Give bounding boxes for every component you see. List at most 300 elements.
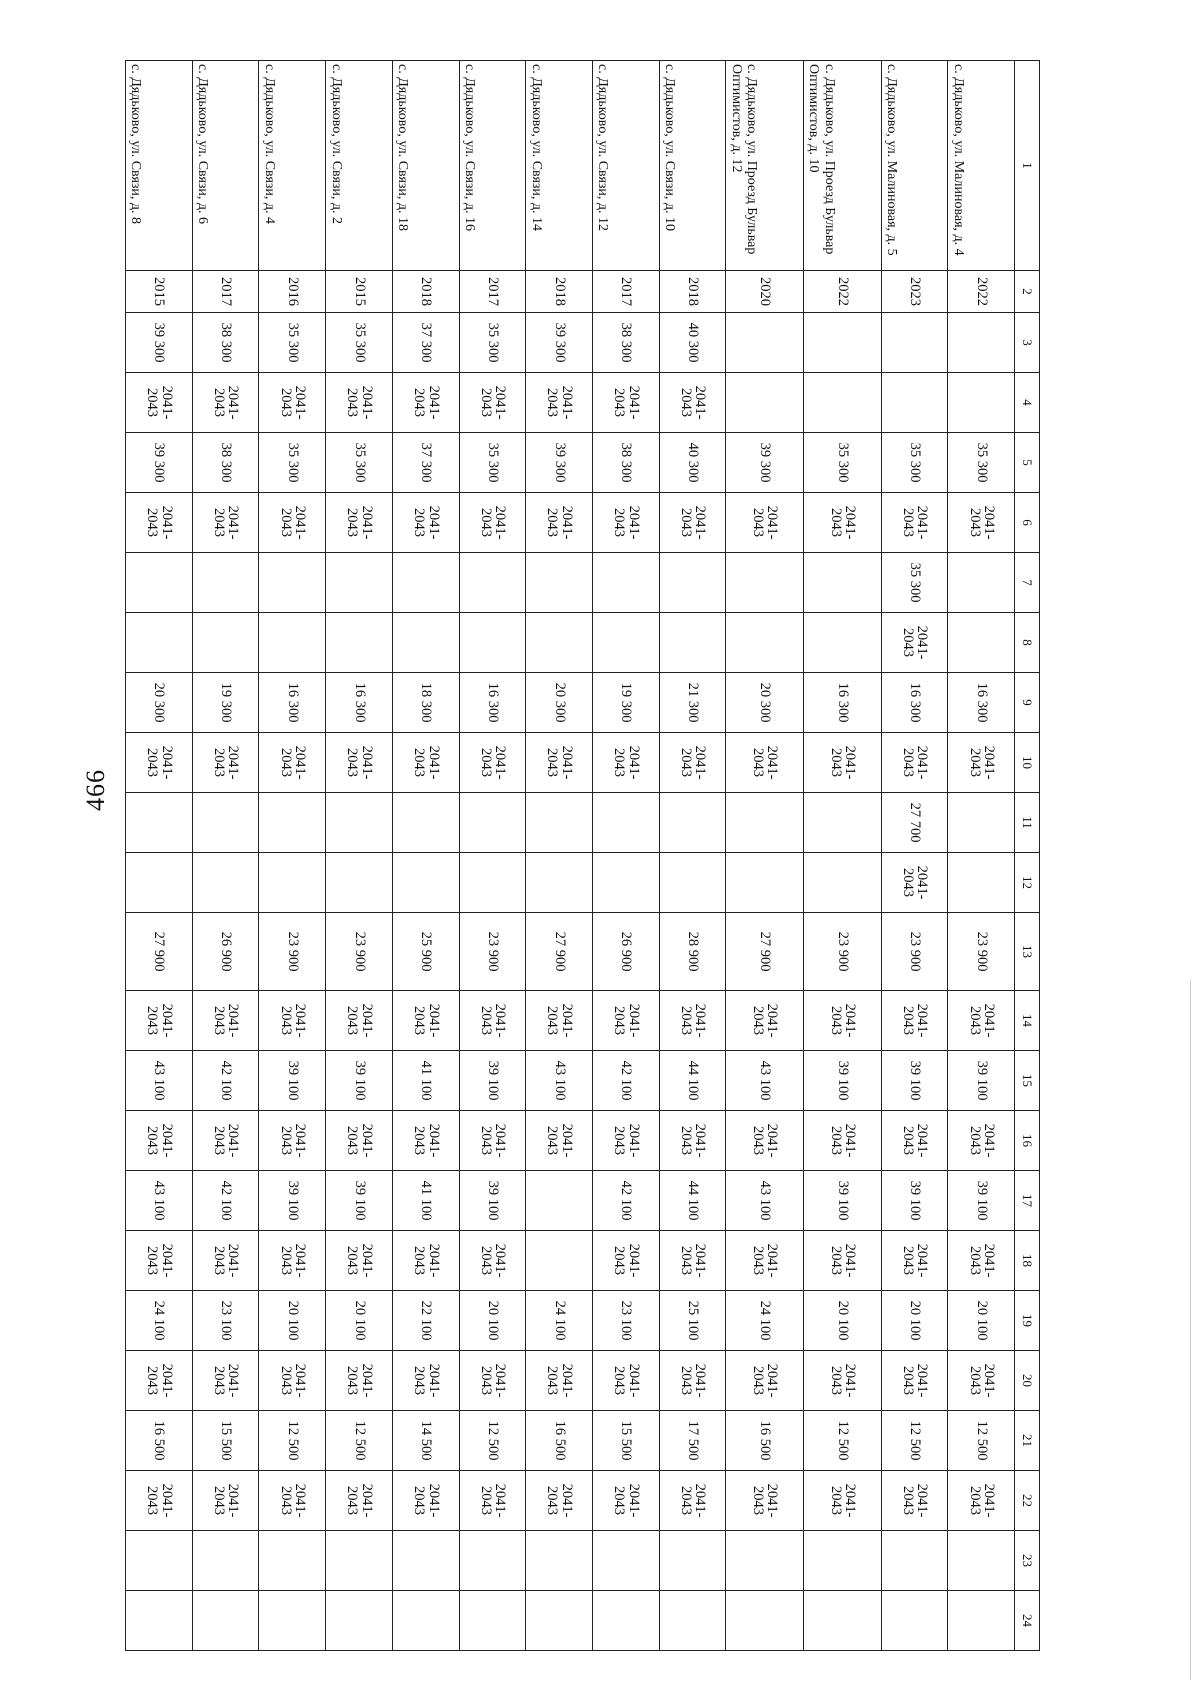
table-cell	[948, 793, 1015, 853]
table-cell: 35 300	[459, 433, 526, 493]
table-cell	[126, 1351, 193, 1411]
table-cell	[803, 1471, 881, 1531]
table-cell: 38 300	[592, 433, 659, 493]
table-cell: 38 300	[192, 313, 259, 373]
data-table	[125, 60, 1040, 1651]
table-cell	[592, 1351, 659, 1411]
year-cell: 2022	[803, 271, 881, 313]
column-header: 12	[1015, 853, 1040, 913]
column-header: 13	[1015, 913, 1040, 991]
address-cell: с. Дядьково, ул. Малиновая, д. 5	[881, 61, 948, 271]
table-cell: 23 900	[803, 913, 881, 991]
table-cell	[459, 1471, 526, 1531]
table-cell	[259, 1591, 326, 1651]
year-range-text: 2041- 2043	[611, 1483, 642, 1518]
table-cell: 35 300	[326, 313, 393, 373]
address-cell: с. Дядьково, ул. Связи, д. 18	[392, 61, 459, 271]
table-cell: 39 100	[459, 1051, 526, 1111]
year-range-text: 2041- 2043	[827, 1123, 859, 1158]
column-header: 19	[1015, 1291, 1040, 1351]
table-cell: 42 100	[592, 1051, 659, 1111]
year-range-text: 2041- 2043	[899, 1003, 931, 1038]
table-cell: 25 100	[659, 1291, 726, 1351]
table-cell: 16 300	[803, 673, 881, 733]
table-cell	[392, 991, 459, 1051]
table-cell: 28 900	[659, 913, 726, 991]
year-range-text: 2041- 2043	[677, 1123, 709, 1158]
table-cell: 35 300	[259, 433, 326, 493]
year-range-text: 2041- 2043	[210, 1243, 242, 1278]
table-cell: 26 900	[592, 913, 659, 991]
address-cell: с. Дядьково, ул. Связи, д. 6	[192, 61, 259, 271]
table-cell	[659, 793, 726, 853]
column-header: 7	[1015, 553, 1040, 613]
table-cell	[259, 1111, 326, 1171]
table-cell: 15 500	[192, 1411, 259, 1471]
year-range-text: 2041- 2043	[677, 1003, 709, 1038]
year-range-text: 2041- 2043	[544, 1003, 575, 1038]
table-cell: 24 100	[526, 1291, 593, 1351]
table-cell	[948, 373, 1015, 433]
address-cell: с. Дядьково, ул. Связи, д. 12	[592, 61, 659, 271]
table-cell: 17 500	[659, 1411, 726, 1471]
table-cell: 20 100	[459, 1291, 526, 1351]
table-cell	[803, 1111, 881, 1171]
table-cell	[259, 373, 326, 433]
year-range-text: 2041- 2043	[677, 385, 709, 420]
table-cell: 42 100	[192, 1171, 259, 1231]
table-cell	[392, 493, 459, 553]
table-cell	[726, 853, 804, 913]
column-header: 1	[1015, 61, 1040, 271]
table-cell	[803, 1231, 881, 1291]
table-cell: 39 300	[526, 313, 593, 373]
year-range-text: 2041- 2043	[966, 1363, 998, 1398]
year-range-text: 2041- 2043	[210, 505, 242, 540]
table-cell	[192, 1351, 259, 1411]
table-cell	[592, 1231, 659, 1291]
year-range-text: 2041- 2043	[411, 385, 442, 420]
table-cell	[592, 853, 659, 913]
table-cell: 43 100	[726, 1051, 804, 1111]
table-cell	[526, 793, 593, 853]
table-cell: 12 500	[948, 1411, 1015, 1471]
table-cell	[126, 1471, 193, 1531]
year-range-text: 2041- 2043	[277, 1363, 309, 1398]
table-cell	[726, 991, 804, 1051]
column-header: 17	[1015, 1171, 1040, 1231]
table-cell	[803, 1531, 881, 1591]
table-cell: 38 300	[592, 313, 659, 373]
table-cell	[803, 991, 881, 1051]
table-cell: 16 500	[526, 1411, 593, 1471]
table-cell	[326, 1111, 393, 1171]
table-cell: 16 300	[459, 673, 526, 733]
year-range-text: 2041- 2043	[544, 1363, 575, 1398]
column-header: 11	[1015, 793, 1040, 853]
table-cell: 39 100	[881, 1171, 948, 1231]
table-cell	[592, 793, 659, 853]
year-range-text: 2041- 2043	[827, 745, 859, 780]
table-cell	[881, 1531, 948, 1591]
table-cell: 39 100	[803, 1051, 881, 1111]
table-cell: 16 500	[126, 1411, 193, 1471]
table-cell: 40 300	[659, 433, 726, 493]
year-range-text: 2041- 2043	[899, 1243, 931, 1278]
column-header: 24	[1015, 1591, 1040, 1651]
year-range-text: 2041- 2043	[144, 385, 175, 420]
table-cell	[948, 853, 1015, 913]
table-cell	[459, 1531, 526, 1591]
year-range-text: 2041- 2043	[899, 865, 931, 900]
year-range-text: 2041- 2043	[749, 1483, 781, 1518]
table-cell: 35 300	[881, 433, 948, 493]
scan-edge-line	[1190, 980, 1191, 1680]
table-row	[803, 61, 881, 1651]
table-cell: 39 100	[803, 1171, 881, 1231]
year-range-text: 2041- 2043	[477, 1123, 509, 1158]
table-row	[726, 61, 804, 1651]
table-cell	[592, 1591, 659, 1651]
year-range-text: 2041- 2043	[277, 745, 309, 780]
table-cell	[526, 493, 593, 553]
table-cell: 35 300	[459, 313, 526, 373]
table-cell: 44 100	[659, 1051, 726, 1111]
table-cell	[392, 853, 459, 913]
year-range-text: 2041- 2043	[827, 505, 859, 540]
table-cell	[326, 373, 393, 433]
table-cell: 12 500	[881, 1411, 948, 1471]
year-range-text: 2041- 2043	[144, 505, 175, 540]
address-cell: с. Дядьково, ул. Связи, д. 16	[459, 61, 526, 271]
table-cell	[126, 733, 193, 793]
year-range-text: 2041- 2043	[411, 1483, 442, 1518]
year-range-text: 2041- 2043	[966, 1123, 998, 1158]
year-range-text: 2041- 2043	[210, 1483, 242, 1518]
table-cell	[526, 733, 593, 793]
table-cell	[459, 853, 526, 913]
table-cell	[592, 613, 659, 673]
table-cell	[126, 373, 193, 433]
table-cell: 39 100	[326, 1171, 393, 1231]
table-cell	[881, 1591, 948, 1651]
year-range-text: 2041- 2043	[210, 1363, 242, 1398]
year-range-text: 2041- 2043	[144, 745, 175, 780]
column-header: 14	[1015, 991, 1040, 1051]
year-cell: 2022	[948, 271, 1015, 313]
year-range-text: 2041- 2043	[144, 1363, 175, 1398]
table-cell	[326, 1351, 393, 1411]
table-cell: 39 100	[948, 1171, 1015, 1231]
table-cell	[259, 553, 326, 613]
year-range-text: 2041- 2043	[677, 1243, 709, 1278]
table-cell	[881, 991, 948, 1051]
year-range-text: 2041- 2043	[749, 1123, 781, 1158]
table-cell	[526, 991, 593, 1051]
address-cell: с. Дядьково, ул. Проезд Бульвар Оптимистов, д. 12	[726, 61, 804, 271]
table-cell: 20 100	[948, 1291, 1015, 1351]
table-cell	[659, 373, 726, 433]
table-cell	[126, 853, 193, 913]
table-cell	[881, 733, 948, 793]
year-range-text: 2041- 2043	[966, 505, 998, 540]
table-cell	[881, 373, 948, 433]
table-row	[592, 61, 659, 1651]
table-cell: 19 300	[192, 673, 259, 733]
table-cell	[726, 733, 804, 793]
year-range-text: 2041- 2043	[749, 745, 781, 780]
table-cell	[726, 1231, 804, 1291]
table-row	[526, 61, 593, 1651]
table-row	[392, 61, 459, 1651]
table-cell	[726, 1591, 804, 1651]
table-cell: 23 900	[948, 913, 1015, 991]
table-cell	[659, 991, 726, 1051]
year-range-text: 2041- 2043	[411, 1363, 442, 1398]
address-cell: с. Дядьково, ул. Связи, д. 2	[326, 61, 393, 271]
table-cell	[803, 493, 881, 553]
year-cell: 2018	[659, 271, 726, 313]
year-range-text: 2041- 2043	[544, 745, 575, 780]
year-cell: 2020	[726, 271, 804, 313]
table-cell: 20 100	[881, 1291, 948, 1351]
table-cell	[192, 1231, 259, 1291]
table-cell	[659, 613, 726, 673]
year-range-text: 2041- 2043	[210, 745, 242, 780]
table-cell: 23 900	[881, 913, 948, 991]
year-range-text: 2041- 2043	[677, 1363, 709, 1398]
table-cell	[592, 553, 659, 613]
table-cell	[126, 991, 193, 1051]
table-cell	[392, 1351, 459, 1411]
year-range-text: 2041- 2043	[677, 1483, 709, 1518]
table-cell	[526, 853, 593, 913]
table-cell: 37 300	[392, 433, 459, 493]
table-cell: 20 100	[326, 1291, 393, 1351]
table-cell: 23 900	[459, 913, 526, 991]
table-cell	[259, 991, 326, 1051]
table-cell	[948, 1351, 1015, 1411]
table-cell	[948, 733, 1015, 793]
table-cell	[459, 493, 526, 553]
year-range-text: 2041- 2043	[899, 1363, 931, 1398]
year-range-text: 2041- 2043	[344, 1243, 375, 1278]
table-cell	[881, 613, 948, 673]
address-cell: с. Дядьково, ул. Связи, д. 10	[659, 61, 726, 271]
year-range-text: 2041- 2043	[477, 1363, 509, 1398]
column-header: 9	[1015, 673, 1040, 733]
table-cell	[803, 793, 881, 853]
table-cell	[326, 1591, 393, 1651]
table-cell	[126, 1591, 193, 1651]
table-cell	[948, 1471, 1015, 1531]
table-cell	[526, 553, 593, 613]
rotated-table-container	[125, 60, 1040, 1627]
year-range-text: 2041- 2043	[611, 1003, 642, 1038]
table-cell	[459, 613, 526, 673]
table-cell: 35 300	[881, 553, 948, 613]
table-cell	[126, 1231, 193, 1291]
year-range-text: 2041- 2043	[966, 1003, 998, 1038]
table-cell	[392, 1531, 459, 1591]
year-range-text: 2041- 2043	[899, 505, 931, 540]
year-range-text: 2041- 2043	[477, 1243, 509, 1278]
year-range-text: 2041- 2043	[611, 505, 642, 540]
year-range-text: 2041- 2043	[477, 505, 509, 540]
table-cell: 26 900	[192, 913, 259, 991]
year-cell: 2018	[392, 271, 459, 313]
table-cell	[881, 1471, 948, 1531]
table-cell	[592, 1471, 659, 1531]
table-cell: 40 300	[659, 313, 726, 373]
table-cell	[803, 553, 881, 613]
table-cell	[326, 1531, 393, 1591]
year-cell: 2016	[259, 271, 326, 313]
table-cell	[726, 373, 804, 433]
table-cell: 35 300	[326, 433, 393, 493]
table-cell	[192, 613, 259, 673]
table-cell	[326, 553, 393, 613]
table-cell	[659, 1531, 726, 1591]
year-range-text: 2041- 2043	[411, 1243, 442, 1278]
column-header: 23	[1015, 1531, 1040, 1591]
year-range-text: 2041- 2043	[344, 1363, 375, 1398]
table-cell	[459, 373, 526, 433]
table-cell: 39 100	[326, 1051, 393, 1111]
table-row	[659, 61, 726, 1651]
table-cell	[526, 1351, 593, 1411]
table-cell: 42 100	[592, 1171, 659, 1231]
table-cell	[659, 493, 726, 553]
year-range-text: 2041- 2043	[210, 1123, 242, 1158]
table-cell: 43 100	[726, 1171, 804, 1231]
table-row	[259, 61, 326, 1651]
year-range-text: 2041- 2043	[144, 1243, 175, 1278]
year-range-text: 2041- 2043	[411, 505, 442, 540]
table-cell	[459, 1351, 526, 1411]
table-cell	[726, 493, 804, 553]
table-cell	[326, 1471, 393, 1531]
table-cell: 39 100	[459, 1171, 526, 1231]
table-cell: 44 100	[659, 1171, 726, 1231]
year-range-text: 2041- 2043	[899, 1123, 931, 1158]
year-range-text: 2041- 2043	[749, 505, 781, 540]
table-cell	[659, 1471, 726, 1531]
table-cell	[126, 613, 193, 673]
table-cell	[259, 1531, 326, 1591]
table-cell	[192, 1591, 259, 1651]
table-cell	[526, 1591, 593, 1651]
table-cell	[659, 1111, 726, 1171]
table-cell	[259, 493, 326, 553]
year-range-text: 2041- 2043	[344, 1123, 375, 1158]
table-row	[326, 61, 393, 1651]
year-cell: 2023	[881, 271, 948, 313]
year-range-text: 2041- 2043	[144, 1123, 175, 1158]
table-cell: 16 300	[881, 673, 948, 733]
year-range-text: 2041- 2043	[611, 1123, 642, 1158]
table-cell: 12 500	[459, 1411, 526, 1471]
table-cell: 39 100	[881, 1051, 948, 1111]
year-range-text: 2041- 2043	[477, 1003, 509, 1038]
table-cell: 21 300	[659, 673, 726, 733]
table-cell: 23 900	[326, 913, 393, 991]
table-cell	[948, 991, 1015, 1051]
year-range-text: 2041- 2043	[277, 1243, 309, 1278]
table-cell: 37 300	[392, 313, 459, 373]
table-cell	[192, 991, 259, 1051]
table-cell	[126, 553, 193, 613]
year-range-text: 2041- 2043	[611, 745, 642, 780]
table-cell: 27 900	[726, 913, 804, 991]
table-cell: 39 300	[126, 313, 193, 373]
column-header: 6	[1015, 493, 1040, 553]
table-cell: 38 300	[192, 433, 259, 493]
table-cell: 16 300	[326, 673, 393, 733]
table-cell	[881, 313, 948, 373]
year-range-text: 2041- 2043	[749, 1243, 781, 1278]
table-cell	[526, 1531, 593, 1591]
table-cell	[259, 1231, 326, 1291]
year-range-text: 2041- 2043	[210, 1003, 242, 1038]
table-cell	[803, 853, 881, 913]
table-cell	[126, 1531, 193, 1591]
table-cell	[459, 733, 526, 793]
table-cell: 12 500	[326, 1411, 393, 1471]
table-cell	[192, 1111, 259, 1171]
table-cell: 39 100	[259, 1171, 326, 1231]
table-cell: 43 100	[526, 1051, 593, 1111]
table-cell	[803, 373, 881, 433]
table-cell	[326, 991, 393, 1051]
year-range-text: 2041- 2043	[677, 745, 709, 780]
year-range-text: 2041- 2043	[677, 505, 709, 540]
year-range-text: 2041- 2043	[344, 745, 375, 780]
table-cell	[803, 1351, 881, 1411]
table-cell	[192, 853, 259, 913]
table-cell	[192, 493, 259, 553]
year-range-text: 2041- 2043	[749, 1003, 781, 1038]
table-cell	[803, 733, 881, 793]
table-cell: 23 100	[192, 1291, 259, 1351]
year-range-text: 2041- 2043	[544, 1123, 575, 1158]
table-cell: 20 300	[726, 673, 804, 733]
table-cell	[948, 1231, 1015, 1291]
year-range-text: 2041- 2043	[827, 1243, 859, 1278]
table-cell: 27 900	[126, 913, 193, 991]
table-cell	[192, 373, 259, 433]
table-cell	[392, 1591, 459, 1651]
table-cell: 43 100	[126, 1051, 193, 1111]
table-cell	[326, 613, 393, 673]
column-header: 22	[1015, 1471, 1040, 1531]
table-cell	[948, 313, 1015, 373]
year-range-text: 2041- 2043	[899, 1483, 931, 1518]
year-range-text: 2041- 2043	[277, 385, 309, 420]
table-cell	[392, 1111, 459, 1171]
table-cell	[803, 313, 881, 373]
address-cell: с. Дядьково, ул. Связи, д. 14	[526, 61, 593, 271]
table-cell	[126, 1111, 193, 1171]
year-range-text: 2041- 2043	[966, 1243, 998, 1278]
column-header: 18	[1015, 1231, 1040, 1291]
table-cell	[326, 793, 393, 853]
table-cell	[726, 1351, 804, 1411]
table-cell	[526, 1231, 593, 1291]
table-cell	[526, 1111, 593, 1171]
table-cell	[392, 733, 459, 793]
year-range-text: 2041- 2043	[966, 745, 998, 780]
